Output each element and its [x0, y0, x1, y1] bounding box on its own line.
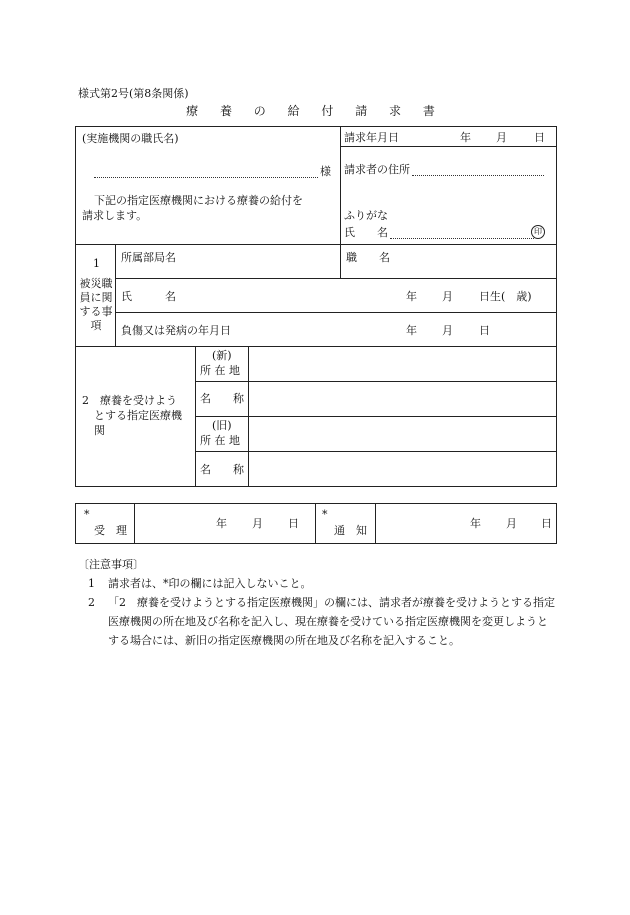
notes-heading: 〔注意事項〕 [78, 558, 144, 571]
receipt-year: 年 [216, 517, 227, 530]
request-text-line1: 下記の指定医療機関における療養の給付を [94, 194, 303, 207]
birth-month: 月 [442, 290, 453, 303]
notes-section [78, 555, 556, 650]
row-divider [195, 381, 556, 382]
old-location-label: 所 在 地 [200, 434, 240, 447]
col-divider [375, 504, 376, 543]
injury-month: 月 [442, 324, 453, 337]
request-text-line2: 請求します。 [82, 209, 148, 222]
receipt-asterisk: * [84, 508, 90, 521]
new-marker: (新) [212, 349, 232, 362]
row-divider [76, 346, 556, 347]
seal-mark: 印 [531, 225, 545, 239]
claim-form-table [75, 126, 557, 487]
date-label: 請求年月日 [344, 131, 399, 144]
notice-asterisk: * [322, 508, 328, 521]
note-text: 請求者は、*印の欄には記入しないこと。 [108, 577, 312, 590]
new-location-label: 所 在 地 [200, 364, 240, 377]
victim-section-label: 被災職員に関する事項 [79, 277, 113, 332]
row-divider [195, 416, 556, 417]
col-divider [115, 244, 116, 346]
injury-date-label: 負傷又は発病の年月日 [121, 324, 231, 337]
facility-label-line2: とする指定医療機 [94, 409, 182, 422]
applicant-name-label: 氏 名 [344, 226, 388, 239]
notice-day: 日 [541, 517, 552, 530]
injury-day: 日 [479, 324, 490, 337]
department-label: 所属部局名 [121, 251, 176, 264]
injury-year: 年 [406, 324, 417, 337]
form-title: 療 養 の 給 付 請 求 書 [186, 104, 444, 118]
row-divider [76, 244, 556, 245]
applicant-name-field[interactable] [390, 238, 534, 239]
notice-year: 年 [470, 517, 481, 530]
address-label: 請求者の住所 [344, 163, 410, 176]
row-divider [115, 312, 556, 313]
date-year: 年 [460, 131, 471, 144]
honorific: 様 [320, 165, 331, 178]
form-number: 様式第2号(第8条関係) [78, 87, 189, 100]
col-divider [248, 346, 249, 486]
col-divider [134, 504, 135, 543]
notice-label: 通 知 [334, 524, 367, 537]
new-name-label: 名 称 [200, 392, 244, 405]
receipt-label: 受 理 [94, 524, 127, 537]
note-item [78, 574, 556, 593]
row-divider [195, 451, 556, 452]
note-number: 2 [88, 596, 95, 609]
old-marker: (旧) [212, 419, 232, 432]
note-item [78, 593, 556, 650]
date-day: 日 [534, 131, 545, 144]
receipt-day: 日 [288, 517, 299, 530]
row-divider [340, 146, 556, 147]
birth-year: 年 [406, 290, 417, 303]
receipt-month: 月 [252, 517, 263, 530]
birth-suffix: 日生( 歳) [479, 290, 532, 303]
institution-head-label: (実施機関の職氏名) [82, 132, 179, 145]
col-divider [340, 127, 341, 279]
office-use-table [75, 503, 557, 544]
facility-label-line1: 2 療養を受けよう [82, 394, 177, 407]
address-field[interactable] [412, 175, 544, 176]
note-text: 「2 療養を受けようとする指定医療機関」の欄には、請求者が療養を受けようとする指定医療機関の所在地及び名称を記入し、現在療養を受けている指定医療機関を変更しようとする場合には、新旧の指定医療機関の所在地及び名称を記入すること。 [108, 596, 555, 647]
row-divider [115, 278, 556, 279]
facility-label-line3: 関 [94, 424, 105, 437]
date-month: 月 [496, 131, 507, 144]
victim-section-number: 1 [93, 257, 100, 270]
old-name-label: 名 称 [200, 463, 244, 476]
institution-head-field[interactable] [94, 177, 318, 178]
furigana-label: ふりがな [344, 209, 388, 222]
col-divider [195, 346, 196, 486]
col-divider [315, 504, 316, 543]
victim-name-label: 氏 名 [121, 290, 176, 303]
position-label: 職 名 [346, 251, 390, 264]
note-number: 1 [88, 577, 95, 590]
notice-month: 月 [506, 517, 517, 530]
